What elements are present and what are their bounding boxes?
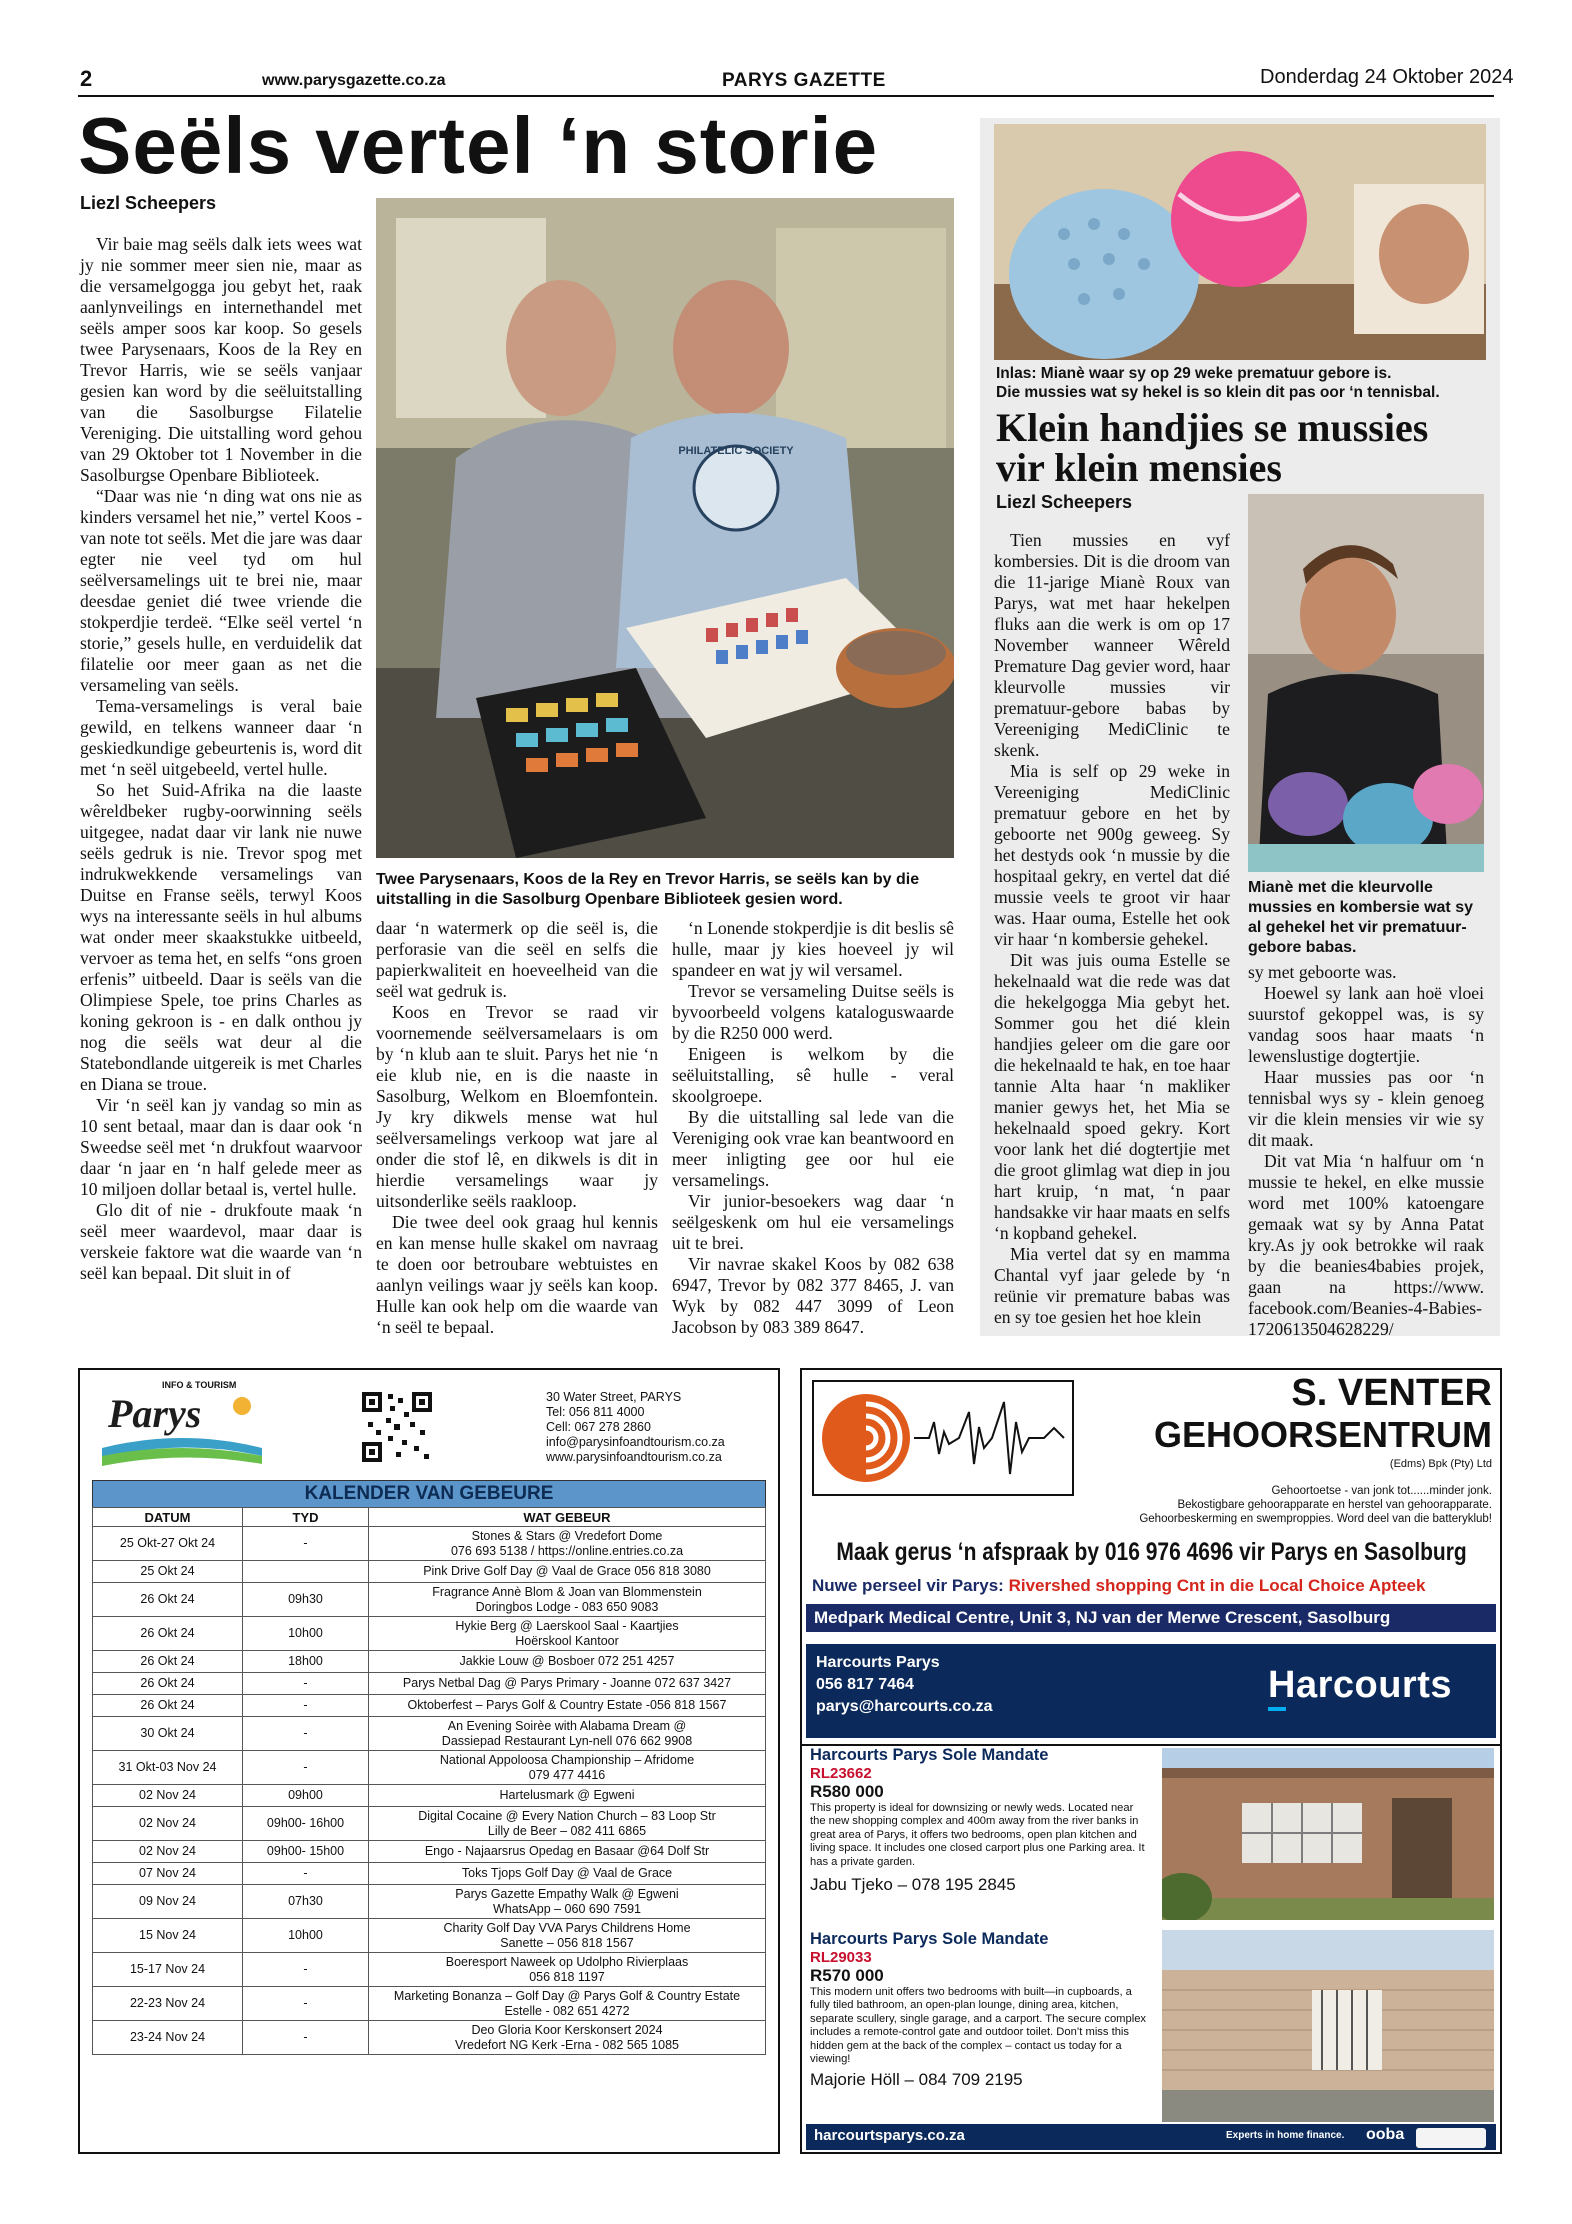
calendar-row [93,1785,766,1807]
new-premises-label: Nuwe perseel vir Parys: [812,1576,1004,1595]
photo-caption: Twee Parysenaars, Koos de la Rey en Trevor Harris, se seëls kan by die uitstalling in die Sasolburg Openbare Biblioteek gesien word. [376,871,920,908]
date-cell: 15-17 Nov 24 [93,1953,243,1987]
date-cell: 26 Okt 24 [93,1695,243,1717]
harcourts-footer-tagline: Experts in home finance. [1226,2130,1345,2141]
beanie-inset-photo [994,124,1486,360]
time-cell: 09h00 [243,1785,369,1807]
inset-caption-line-1: Inlas: Mianè waar sy op 29 weke prematuur gebore is. [996,365,1392,382]
paragraph: ‘n Lonende stokperdjie is dit beslis sê hulle, maar jy kies hoeveel jy wil spandeer en wat jy wil versamel. [672,918,954,980]
partner-logo-icon [1416,2128,1486,2148]
listing-1-ref: RL23662 [810,1765,872,1782]
venter-service-3: Gehoorbeskerming en swemproppies. Word deel van die batteryklub! [1139,1513,1492,1525]
beanie-tennis-ball-illustration [994,124,1486,360]
tourism-address: 30 Water Street, PARYS [546,1390,682,1404]
venter-service-2: Bekostigbare gehoorapparate en herstel van gehoorapparate. [1177,1499,1492,1511]
paragraph: Koos en Trevor se raad vir voornemende seëlversamelaars is om by ‘n klub aan te sluit. Parys het nie ‘n eie klub nie, en is die naaste in Sasolburg, Welkom en Bloemfontein. Jy kry dikwels mense wat hul seëlversamelings verkoop wat jare al onder die stof lê, en dikwels is dit in hierdie versamelings waar jy uitsonderlike seëls raakloop. [376,1002,658,1211]
paragraph: Vir ‘n seël kan jy vandag so min as 10 sent betaal, maar dan is daar ook ‘n Sweedse seël met ‘n drukfout waarvoor daar ‘n jaar en ‘n half gelede meer as 10 miljoen dollar betaal is, vertel hulle. [80,1095,362,1199]
event-cell: An Evening Soirèe with Alabama Dream @ Dassiepad Restaurant Lyn-nell 076 662 9908 [369,1717,766,1751]
venter-reg: (Edms) Bpk (Pty) Ltd [1389,1458,1492,1470]
calendar-row [93,1863,766,1885]
time-cell: - [243,1527,369,1561]
parys-tourism-logo[interactable] [92,1378,272,1468]
paragraph: Trevor se versameling Duitse seëls is byvoorbeeld volgens kataloguswaarde by die R250 000 werd. [672,981,954,1043]
column-header: TYD [243,1508,369,1527]
time-cell: - [243,2021,369,2055]
paragraph: Mia is self op 29 weke in Vereeniging MediClinic prematuur gebore en het by geboorte net 900g geweeg. Sy het destyds ook ‘n mussie by die hospitaal gekry, en vertel dat dié mussie veels te groot vir haar was. Haar ouma, Estelle het ook vir haar ‘n kombersie gehekel. [994,761,1230,949]
date-cell: 22-23 Nov 24 [93,1987,243,2021]
house-2-illustration [1162,1930,1494,2122]
date-cell: 31 Okt-03 Nov 24 [93,1751,243,1785]
tourism-contact [546,1390,725,1465]
article-column-1 [80,234,362,1284]
paragraph: By die uitstalling sal lede van die Vereniging ook vrae kan beantwoord en meer inligting gee oor hul eie versamelings. [672,1107,954,1190]
paragraph: Tien mussies en vyf kombersies. Dit is die droom van die 11-jarige Mianè Roux van Parys, wat met haar hekelpen fluks aan die werk is om op 17 November wanneer Wêreld Premature Dag gevier word, haar kleurvolle mussies vir prematuur-gebore babas by Vereeniging MediClinic te skenk. [994,530,1230,760]
calendar-title: KALENDER VAN GEBEURE [92,1480,766,1507]
listing-1-agent[interactable]: Jabu Tjeko – 078 195 2845 [810,1875,1016,1895]
event-cell: Pink Drive Golf Day @ Vaal de Grace 056 818 3080 [369,1561,766,1583]
issue-date: Donderdag 24 Oktober 2024 [1260,66,1514,88]
logo-subtitle: INFO & TOURISM [162,1380,237,1390]
harcourts-logo[interactable]: Harcourts [1268,1664,1452,1706]
calendar-row [93,1953,766,1987]
paragraph: Die twee deel ook graag hul kennis en kan mense hulle skakel om navraag te doen oor betroubare webtuistes en aanlyn veilings waar jy seëls kan koop. Hulle kan ook help om die waarde van ‘n seël te bepaal. [376,1212,658,1337]
listing-2-description: This modern unit offers two bedrooms with built—in cupboards, a fully tiled bathroom, an open-plan lounge, dining area, kitchen, separate scullery, single garage, and a carport. The secure complex includes a remote-control gate and outdoor toilet. Don’t miss this hidden gem at the back of the complex – contact us today for a viewing! [810,1986,1147,2066]
sidebar-headline-line-2: vir klein mensies [996,445,1282,490]
paragraph: Glo dit of nie - drukfoute maak ‘n seël meer waardevol, maar daar is verskeie faktore wat die waarde van ‘n seël kan bepaal. Dit sluit in of [80,1200,362,1283]
header-url[interactable]: www.parysgazette.co.za [262,72,446,89]
calendar-row [93,1583,766,1617]
event-cell: Hartelusmark @ Egweni [369,1785,766,1807]
tourism-tel[interactable]: Tel: 056 811 4000 [546,1405,645,1419]
inset-caption [996,364,1486,402]
column-header: WAT GEBEUR [369,1508,766,1527]
time-cell: - [243,1673,369,1695]
listing-1-description: This property is ideal for downsizing or newly weds. Located near the new shopping complex and 400m away from the river banks in great area of Parys, it offers two bedrooms, open plan kitchen and living space. It includes one closed carport plus one Parking area. It has a private garden. [810,1802,1145,1868]
calendar-row [93,1695,766,1717]
date-cell: 02 Nov 24 [93,1841,243,1863]
sidebar-byline: Liezl Scheepers [996,492,1133,512]
sidebar-headline-line-1: Klein handjies se mussies [996,405,1429,450]
tourism-email[interactable]: info@parysinfoandtourism.co.za [546,1435,725,1449]
event-cell: Engo - Najaarsrus Opedag en Basaar @64 Dolf Str [369,1841,766,1863]
event-cell: Stones & Stars @ Vredefort Dome 076 693 5138 / https://online.entries.co.za [369,1527,766,1561]
paragraph: Enigeen is welkom by die seëluitstalling, sê hulle - veral skoolgroepe. [672,1044,954,1106]
harcourts-email[interactable]: parys@harcourts.co.za [816,1698,993,1715]
tourism-web[interactable]: www.parysinfoandtourism.co.za [546,1450,722,1464]
paragraph: “Daar was nie ‘n ding wat ons nie as kinders versamel het nie,” vertel Koos - van note tot seëls. Met die jare was daar egter nie veel tyd om hul seëlversamelings uit te brei nie, maar deesdae geniet dié twee vriende die stokperdjie terdeë. “Elke seël vertel ‘n storie,” gesels hulle, en verduidelik dat filatelie oor meer gaan as net die versameling van seëls. [80,486,362,695]
date-cell: 25 Okt-27 Okt 24 [93,1527,243,1561]
sidebar-headline [996,405,1496,490]
calendar-table [92,1507,766,2055]
listing-1-photo[interactable] [1162,1748,1494,1920]
time-cell: 09h00- 16h00 [243,1807,369,1841]
page-number: 2 [80,66,93,91]
article-byline: Liezl Scheepers [80,193,217,213]
time-cell: - [243,1717,369,1751]
venter-medpark: Medpark Medical Centre, Unit 3, NJ van der Merwe Crescent, Sasolburg [806,1604,1496,1632]
logo-name: Parys [108,1391,202,1436]
listing-1 [810,1746,1150,1895]
harcourts-office: Harcourts Parys [816,1654,940,1671]
house-1-illustration [1162,1748,1494,1920]
article-column-2 [376,918,658,1338]
date-cell: 25 Okt 24 [93,1561,243,1583]
venter-name-2: GEHOORSENTRUM [1153,1414,1492,1455]
date-cell: 26 Okt 24 [93,1651,243,1673]
paragraph: Hoewel sy lank aan hoë vloei suurstof gekoppel was, is sy vandag soos haar maats ‘n lewenslustige dogtertjie. [1248,983,1484,1066]
listing-2-price: R570 000 [810,1966,884,1985]
calendar-row [93,1651,766,1673]
calendar-row [93,1617,766,1651]
calendar-row [93,1987,766,2021]
event-cell: Oktoberfest – Parys Golf & Country Estate -056 818 1567 [369,1695,766,1717]
venter-new-premises [812,1576,1492,1596]
time-cell: - [243,1987,369,2021]
paragraph: Tema-versamelings is veral baie gewild, en telkens wanneer daar ‘n geskiedkundige gebeurtenis is, word dit met ‘n seël uitgebeeld, vertel hulle. [80,696,362,779]
date-cell: 23-24 Nov 24 [93,2021,243,2055]
paragraph: daar ‘n watermerk op die seël is, die perforasie van die seël en selfs die papierkwaliteit en hoeveelheid van die seël wat gedruk is. [376,918,658,1001]
event-cell: Boeresport Naweek op Udolpho Rivierplaas 056 818 1197 [369,1953,766,1987]
sidebar-column-2 [1248,962,1484,1340]
date-cell: 09 Nov 24 [93,1885,243,1919]
paper-name: PARYS GAZETTE [722,70,886,91]
event-cell: Marketing Bonanza – Golf Day @ Parys Golf & Country Estate Estelle - 082 651 4272 [369,1987,766,2021]
ooba-logo[interactable]: ooba [1366,2126,1405,2143]
venter-appointment[interactable]: Maak gerus ‘n afspraak by 016 976 4696 vir Parys en Sasolburg [836,1538,1467,1566]
date-cell: 02 Nov 24 [93,1807,243,1841]
article-column-3 [672,918,954,1338]
paragraph: Vir junior-besoekers wag daar ‘n seëlgeskenk om hul eie versamelings uit te brei. [672,1191,954,1253]
event-cell: Jakkie Louw @ Bosboer 072 251 4257 [369,1651,766,1673]
calendar-row [93,1673,766,1695]
calendar-row [93,1841,766,1863]
listing-2-agent[interactable]: Majorie Höll – 084 709 2195 [810,2070,1023,2090]
time-cell [243,1561,369,1583]
event-cell: Fragrance Annè Blom & Joan van Blommenstein Doringbos Lodge - 083 650 9083 [369,1583,766,1617]
calendar-row [93,1919,766,1953]
paragraph: Haar mussies pas oor ‘n tennisbal wys sy - klein genoeg vir die klein mensies vir wie sy dit maak. [1248,1067,1484,1150]
event-cell: Digital Cocaine @ Every Nation Church – 83 Loop Str Lilly de Beer – 082 411 6865 [369,1807,766,1841]
time-cell: 09h00- 15h00 [243,1841,369,1863]
stamp-collectors-photo [376,198,954,858]
article-headline: Seëls vertel ‘n storie [78,101,879,190]
time-cell: 07h30 [243,1885,369,1919]
time-cell: - [243,1863,369,1885]
calendar-body [93,1527,766,2055]
harcourts-phone[interactable]: 056 817 7464 [816,1676,914,1693]
paragraph: Dit vat Mia ‘n halfuur om ‘n mussie te hekel, en elke mussie word met 100% katoengare gemaak wat sy by Anna Patat kry.As jy ook betrokke wil raak by die beanies4babies projek, gaan na https://www. facebook.com/Beanies-4-Babies-1720613504628229/ [1248,1151,1484,1339]
sidebar-column-1 [994,530,1230,1328]
listing-2 [810,1930,1150,2090]
date-cell: 26 Okt 24 [93,1617,243,1651]
qr-code-graphic [360,1390,434,1464]
listing-1-title: Harcourts Parys Sole Mandate [810,1746,1049,1764]
events-calendar [92,1480,766,2055]
paragraph: Vir navrae skakel Koos by 082 638 6947, Trevor by 082 377 8465, J. van Wyk by 082 447 3099 of Leon Jacobson by 083 389 8647. [672,1254,954,1337]
venter-services [1080,1484,1492,1526]
event-cell: Deo Gloria Koor Kerskonsert 2024 Vredefort NG Kerk -Erna - 082 565 1085 [369,2021,766,2055]
time-cell: - [243,1695,369,1717]
calendar-row [93,1527,766,1561]
event-cell: Toks Tjops Golf Day @ Vaal de Grace [369,1863,766,1885]
date-cell: 26 Okt 24 [93,1583,243,1617]
time-cell: - [243,1751,369,1785]
qr-code-icon[interactable] [360,1390,434,1464]
listing-2-photo[interactable] [1162,1930,1494,2122]
inset-caption-line-2: Die mussies wat sy hekel is so klein dit pas oor ‘n tennisbal. [996,384,1440,401]
calendar-row [93,1717,766,1751]
miane-photo [1248,494,1484,872]
paragraph: So het Suid-Afrika na die laaste wêreldbeker rugby-oorwinning seëls uitgegee, nadat daar vir lank nie nuwe seëls gedruk is nie. Trevor spog met indrukwekkende versamelings van Duitse en Franse seëls, terwyl Koos wys na interessante seëls in hul albums wat onder meer skaakstukke uitbeeld, vervoer as tema het, en selfs “ons groen erfenis” uitbeeld. Daar is seëls van die Olimpiese Spele, toe prins Charles as koning gekroon is - en dalk onthou jy nog die seëls wat deur al die Statebondlande uitgereik is met Charles en Diana se troue. [80,780,362,1094]
girl-crocheting-illustration [1248,494,1484,872]
paragraph: Mia vertel dat sy en mamma Chantal vyf jaar gelede by ‘n reünie vir premature babas was en sy toe gesien het hoe klein [994,1244,1230,1327]
sound-wave-logo [812,1380,1074,1496]
event-cell: Hykie Berg @ Laerskool Saal - Kaartjies Hoërskool Kantoor [369,1617,766,1651]
calendar-row [93,1751,766,1785]
time-cell: 10h00 [243,1919,369,1953]
listing-2-ref: RL29033 [810,1949,872,1966]
time-cell: 10h00 [243,1617,369,1651]
harcourts-logo-accent [1268,1707,1286,1711]
date-cell: 26 Okt 24 [93,1673,243,1695]
paragraph: Vir baie mag seëls dalk iets wees wat jy nie sommer meer sien nie, maar as die versamelgogga jou gebyt het, raak aanlynveilings en internethandel met seëls amper soos kar koop. So gesels twee Parysenaars, Koos de la Rey en Trevor Harris, wie se seëls vanjaar gesien kan word by die seëluitstalling van die Sasolburgse Filatelie Vereniging. Die uitstalling word gehou van 29 Oktober tot 1 November in die Sasolburgse Openbare Biblioteek. [80,234,362,485]
stamp-collectors-illustration [376,198,954,858]
shirt-lettering: PHILATELIC SOCIETY [678,445,794,457]
event-cell: Charity Golf Day VVA Parys Childrens Home Sanette – 056 818 1567 [369,1919,766,1953]
time-cell: 09h30 [243,1583,369,1617]
harcourts-footer-url[interactable]: harcourtsparys.co.za [814,2127,965,2144]
paragraph: sy met geboorte was. [1248,962,1397,982]
calendar-row [93,1885,766,1919]
calendar-header-row [93,1508,766,1527]
time-cell: - [243,1953,369,1987]
miane-photo-caption: Mianè met die kleurvolle mussies en kombersie wat sy al gehekel het vir prematuur-gebore babas. [1248,879,1473,956]
event-cell: National Appoloosa Championship – Afridome 079 477 4416 [369,1751,766,1785]
column-header: DATUM [93,1508,243,1527]
calendar-row [93,1807,766,1841]
paragraph: Dit was juis ouma Estelle se hekelnaald wat die rede was dat die hekelgogga Mia gebyt het. Sommer gou het dié klein handjies geleer om die gare oor die hekelnaald te hak, en toe haar tannie Alta haar ‘n makliker manier gewys het, het Mia se hekelnaald spoed gekry. Kort voor lank het dié dogtertjie met die groot glimlag wat diep in jou hart kruip, ‘n mat, ‘n paar handsakke vir haar maats en selfs ‘n kopband gehekel. [994,950,1230,1243]
listing-1-price: R580 000 [810,1782,884,1801]
calendar-row [93,1561,766,1583]
date-cell: 30 Okt 24 [93,1717,243,1751]
venter-name: S. VENTER [1291,1372,1492,1414]
calendar-row [93,2021,766,2055]
time-cell: 18h00 [243,1651,369,1673]
date-cell: 15 Nov 24 [93,1919,243,1953]
date-cell: 02 Nov 24 [93,1785,243,1807]
header-rule [78,95,1494,97]
event-cell: Parys Gazette Empathy Walk @ Egweni WhatsApp – 060 690 7591 [369,1885,766,1919]
ear-wave-icon [814,1382,1072,1494]
harcourts-contact [816,1652,993,1718]
date-cell: 07 Nov 24 [93,1863,243,1885]
tourism-cell[interactable]: Cell: 067 278 2860 [546,1420,651,1434]
event-cell: Parys Netbal Dag @ Parys Primary - Joanne 072 637 3427 [369,1673,766,1695]
new-premises-address: Rivershed shopping Cnt in die Local Choice Apteek [1008,1576,1426,1595]
venter-service-1: Gehoortoetse - van jonk tot......minder jonk. [1271,1485,1492,1497]
listing-2-title: Harcourts Parys Sole Mandate [810,1930,1049,1948]
